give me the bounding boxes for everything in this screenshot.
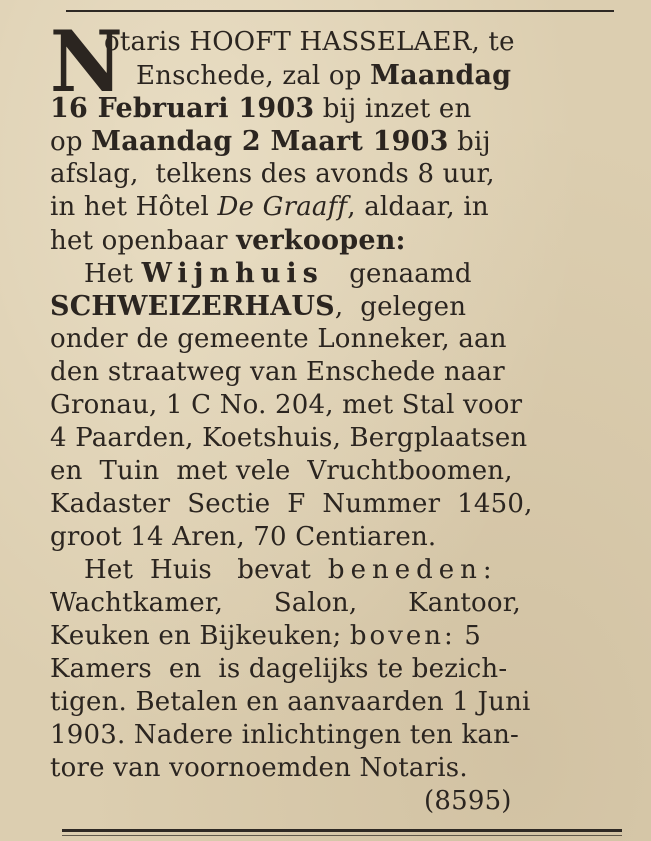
text-segment: bij xyxy=(448,127,491,157)
text-segment: otaris HOOFT HASSELAER, te xyxy=(104,27,515,57)
text-line-14 xyxy=(50,455,513,488)
text-segment: 4 Paarden, Koetshuis, Bergplaatsen xyxy=(50,423,528,453)
text-segment: bij inzet en xyxy=(314,94,472,124)
text-segment-spaced: boven: xyxy=(349,621,456,651)
text-segment: op xyxy=(50,127,92,157)
text-segment: (8595) xyxy=(424,786,512,816)
text-line-17 xyxy=(84,554,498,587)
text-line-3 xyxy=(50,92,471,125)
text-segment: het openbaar xyxy=(50,226,237,256)
text-segment: , aldaar, in xyxy=(347,192,489,222)
text-line-22 xyxy=(50,719,519,752)
text-line-12 xyxy=(50,389,522,422)
text-line-7 xyxy=(50,224,406,257)
text-segment-bold: 16 Februari 1903 xyxy=(50,93,315,124)
text-line-5 xyxy=(50,158,495,191)
bottom-rule-thin xyxy=(62,835,622,836)
text-line-6 xyxy=(50,191,489,224)
text-segment: Het Huis bevat xyxy=(84,555,328,585)
text-segment: Wachtkamer, Salon, Kantoor, xyxy=(50,588,521,618)
text-line-9 xyxy=(50,290,466,323)
text-line-1 xyxy=(104,26,515,59)
text-line-23 xyxy=(50,752,468,785)
text-segment-bold: verkoopen: xyxy=(236,225,406,256)
text-line-15 xyxy=(50,488,533,521)
text-segment: 5 xyxy=(455,621,481,651)
text-segment-bold: Maandag xyxy=(370,60,512,91)
text-line-4 xyxy=(50,125,491,158)
text-segment-bold: SCHWEIZERHAUS xyxy=(50,291,335,322)
text-segment: Keuken en Bijkeuken; xyxy=(50,621,350,651)
text-segment-spaced: beneden: xyxy=(327,555,498,585)
text-line-8 xyxy=(84,257,472,290)
text-segment: en Tuin met vele Vruchtboomen, xyxy=(50,456,513,486)
text-segment: groot 14 Aren, 70 Centiaren. xyxy=(50,522,437,552)
text-line-2 xyxy=(136,59,511,92)
text-segment: den straatweg van Enschede naar xyxy=(50,357,505,387)
text-line-13 xyxy=(50,422,527,455)
text-line-21 xyxy=(50,686,531,719)
reference-number xyxy=(424,785,512,818)
text-segment-italic: De Graaff xyxy=(217,192,348,222)
text-segment: afslag, telkens des avonds 8 uur, xyxy=(50,159,495,189)
bottom-rule xyxy=(62,829,622,832)
text-line-18 xyxy=(50,587,521,620)
text-line-11 xyxy=(50,356,505,389)
text-segment: , gelegen xyxy=(334,292,467,322)
text-segment: 1903. Nadere inlichtingen ten kan- xyxy=(50,720,520,750)
text-segment: Kamers en is dagelijks te bezich- xyxy=(50,654,508,684)
text-line-10 xyxy=(50,323,507,356)
text-segment: onder de gemeente Lonneker, aan xyxy=(50,324,507,354)
top-rule xyxy=(66,10,614,12)
text-segment-bold-spaced: Wijnhuis xyxy=(141,258,324,289)
text-segment: Gronau, 1 C No. 204, met Stal voor xyxy=(50,390,523,420)
text-segment: tigen. Betalen en aanvaarden 1 Juni xyxy=(50,687,531,717)
text-segment: genaamd xyxy=(323,259,472,289)
text-segment: Kadaster Sectie F Nummer 1450, xyxy=(50,489,533,519)
text-segment: Het xyxy=(84,259,142,289)
text-line-20 xyxy=(50,653,507,686)
text-line-19 xyxy=(50,620,481,653)
text-segment-bold: Maandag 2 Maart 1903 xyxy=(91,126,449,157)
text-segment: Enschede, zal op xyxy=(136,61,371,91)
text-segment: in het Hôtel xyxy=(50,192,218,222)
text-line-16 xyxy=(50,521,436,554)
text-segment: tore van voornoemden Notaris. xyxy=(50,753,468,783)
drop-cap: N xyxy=(49,12,123,111)
